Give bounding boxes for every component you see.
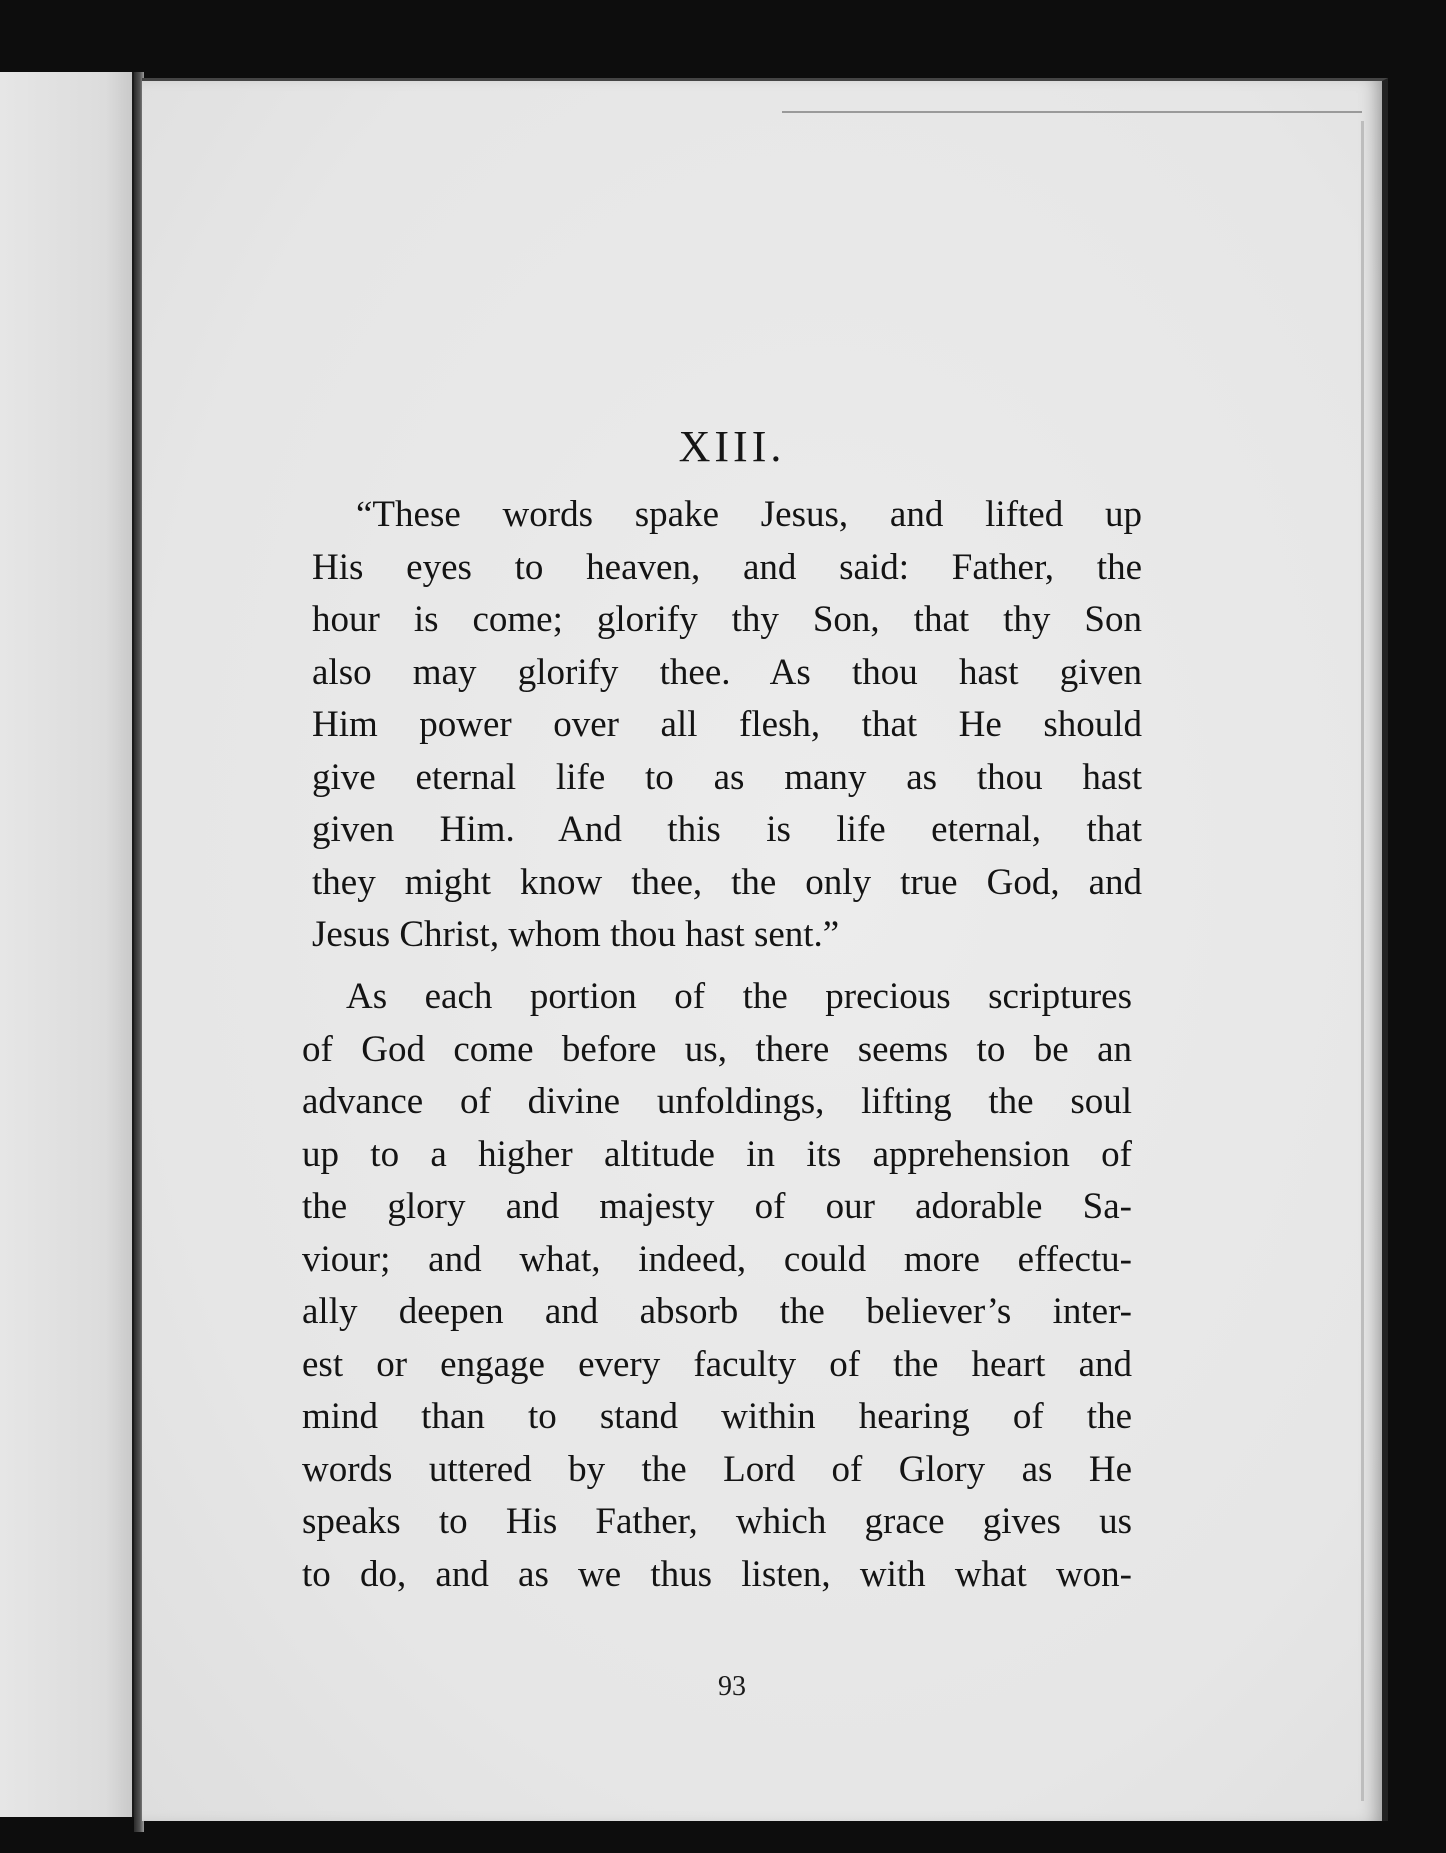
body-line: ally deepen and absorb the believer’s inter- — [302, 1291, 1132, 1332]
quote-line: given Him. And this is life eternal, that — [312, 809, 1142, 850]
quote-line: His eyes to heaven, and said: Father, the — [312, 546, 1142, 588]
chapter-heading: XIII. — [678, 422, 786, 471]
page-number: 93 — [718, 1671, 746, 1702]
body-line: up to a higher altitude in its apprehension of — [302, 1133, 1132, 1175]
quote-line: they might know thee, the only true God, and — [312, 861, 1142, 903]
body-line: advance of divine unfoldings, lifting the soul — [302, 1081, 1132, 1122]
quote-line: Him power over all flesh, that He should — [312, 704, 1142, 745]
body-line: mind than to stand within hearing of the — [302, 1396, 1132, 1437]
body-line: words uttered by the Lord of Glory as He — [302, 1448, 1132, 1490]
body-line: est or engage every faculty of the heart and — [302, 1343, 1132, 1385]
body-paragraph — [302, 971, 1132, 1601]
facing-page-edge — [0, 72, 136, 1817]
body-line: viour; and what, indeed, could more effectu- — [302, 1238, 1132, 1280]
quote-line: hour is come; glorify thy Son, that thy Son — [312, 599, 1142, 640]
body-line: the glory and majesty of our adorable Sa- — [302, 1186, 1132, 1227]
body-line: to do, and as we thus listen, with what won- — [302, 1553, 1132, 1595]
page-top-rule — [782, 111, 1362, 113]
body-line: As each portion of the precious scriptures — [346, 976, 1132, 1017]
quote-line: give eternal life to as many as thou hast — [312, 756, 1142, 798]
scripture-quote — [312, 489, 1142, 962]
quote-line: Jesus Christ, whom thou hast sent.” — [312, 914, 840, 955]
book-page — [142, 78, 1388, 1821]
body-line: of God come before us, there seems to be an — [302, 1028, 1132, 1070]
body-line: speaks to His Father, which grace gives us — [302, 1501, 1132, 1542]
quote-line: also may glorify thee. As thou hast given — [312, 651, 1142, 693]
quote-line: “These words spake Jesus, and lifted up — [356, 494, 1142, 535]
page-right-edge — [1361, 121, 1364, 1801]
